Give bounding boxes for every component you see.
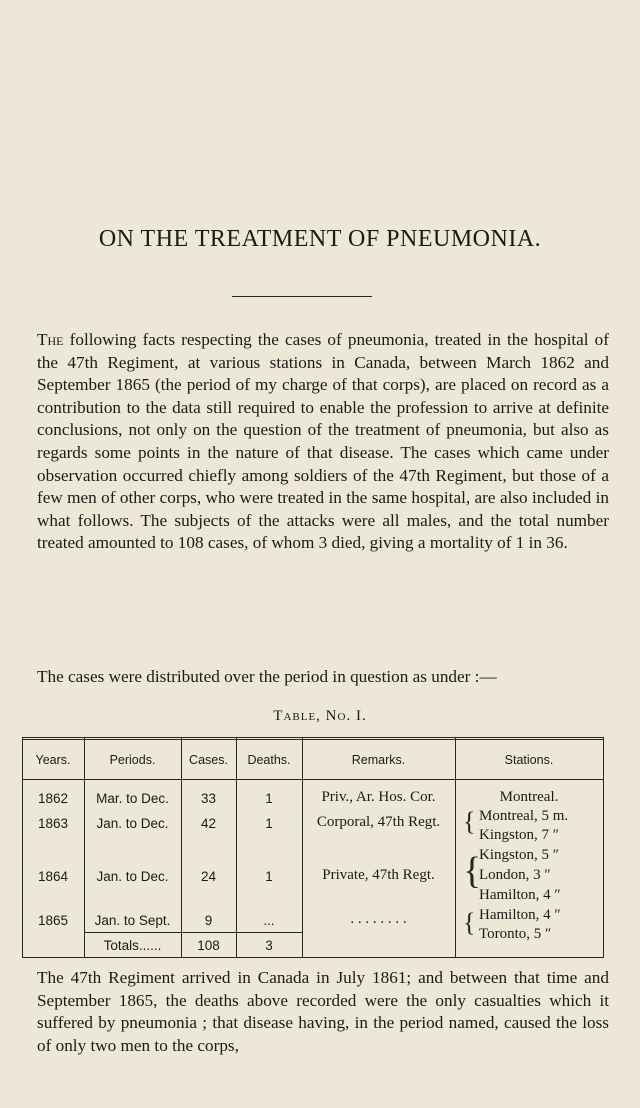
row-1862-deaths: 1 bbox=[265, 791, 273, 806]
row-1862-remarks: Priv., Ar. Hos. Cor. bbox=[321, 789, 436, 805]
row-1863-deaths: 1 bbox=[265, 816, 273, 831]
header-cases: Cases. bbox=[189, 753, 228, 767]
col-rule-5 bbox=[455, 737, 456, 957]
row-1864-cases: 24 bbox=[200, 869, 217, 884]
row-1865-remarks: . . . . . . . . bbox=[350, 911, 407, 927]
row-1865-deaths: ... bbox=[263, 913, 275, 928]
row-1864-station-2: London, 3 ″ bbox=[479, 867, 551, 883]
table-header-rule bbox=[22, 779, 604, 780]
table-top-rule bbox=[22, 737, 604, 738]
totals-label: Totals...... bbox=[103, 938, 162, 953]
header-stations: Stations. bbox=[504, 753, 554, 767]
header-years: Years. bbox=[35, 753, 71, 767]
title-divider bbox=[232, 296, 372, 297]
row-1864-deaths: 1 bbox=[265, 869, 273, 884]
table-caption: Table, No. I. bbox=[273, 708, 367, 724]
col-rule-6 bbox=[603, 737, 604, 957]
row-1863-remarks: Corporal, 47th Regt. bbox=[316, 814, 441, 830]
row-1864-period: Jan. to Dec. bbox=[96, 869, 169, 884]
row-1863-cases: 42 bbox=[200, 816, 217, 831]
row-1862-period: Mar. to Dec. bbox=[96, 791, 169, 806]
row-1863-period: Jan. to Dec. bbox=[96, 816, 169, 831]
row-1863-station-1: Montreal, 5 m. bbox=[479, 808, 569, 824]
totals-deaths: 3 bbox=[265, 938, 273, 953]
distribution-sentence: The cases were distributed over the period in question as under :— bbox=[37, 667, 497, 686]
closing-paragraph: The 47th Regiment arrived in Canada in July 1861; and between that time and September 1865, the deaths above recorded were the only casualties which it suffered by pneumonia ; that disease having, in the period named, caused the loss of only two men to the corps, bbox=[37, 968, 609, 1055]
brace-1865: { bbox=[463, 908, 476, 937]
header-periods: Periods. bbox=[109, 753, 156, 767]
brace-1863: { bbox=[463, 807, 476, 836]
intro-lead: The bbox=[37, 330, 64, 349]
totals-cases: 108 bbox=[197, 938, 220, 953]
row-1862-year: 1862 bbox=[37, 791, 69, 806]
intro-paragraph bbox=[37, 329, 609, 555]
row-1864-remarks: Private, 47th Regt. bbox=[322, 867, 435, 883]
row-1862-station-1: Montreal. bbox=[499, 789, 559, 805]
row-1864-station-3: Hamilton, 4 ″ bbox=[479, 887, 561, 903]
row-1863-station-2: Kingston, 7 ″ bbox=[479, 827, 560, 843]
brace-1864: { bbox=[463, 850, 482, 892]
intro-text: following facts respecting the cases of pneumonia, treated in the hospital of the 47th Regiment, at various stations in Canada, between March 1862 and September 1865 (the period of my charge of that corps), are placed on record as a contribution to the data still required to enable the profession to arrive at definite conclusions, not only on the question of the treatment of pneumonia, but also as regards some points in the nature of that disease. The cases which came under observation occurred chiefly among soldiers of the 47th Regiment, but those of a few men of other corps, who were treated in the same hospital, are also included in what follows. The subjects of the attacks were all males, and the total number treated amounted to 108 cases, of whom 3 died, giving a mortality of 1 in 36. bbox=[37, 330, 609, 553]
page-title: ON THE TREATMENT OF PNEUMONIA. bbox=[98, 226, 542, 252]
row-1863-year: 1863 bbox=[37, 816, 69, 831]
row-1865-year: 1865 bbox=[37, 913, 69, 928]
header-remarks: Remarks. bbox=[351, 753, 406, 767]
table-top-rule-2 bbox=[22, 739, 604, 740]
row-1865-cases: 9 bbox=[204, 913, 213, 928]
row-1865-station-1: Hamilton, 4 ″ bbox=[479, 907, 561, 923]
header-deaths: Deaths. bbox=[247, 753, 291, 767]
row-1862-cases: 33 bbox=[200, 791, 217, 806]
totals-rule bbox=[84, 932, 302, 933]
table-bottom-rule bbox=[22, 957, 604, 958]
row-1865-station-2: Toronto, 5 ″ bbox=[479, 926, 552, 942]
cases-table bbox=[22, 737, 604, 958]
row-1864-year: 1864 bbox=[37, 869, 69, 884]
row-1864-station-1: Kingston, 5 ″ bbox=[479, 847, 560, 863]
row-1865-period: Jan. to Sept. bbox=[94, 913, 171, 928]
